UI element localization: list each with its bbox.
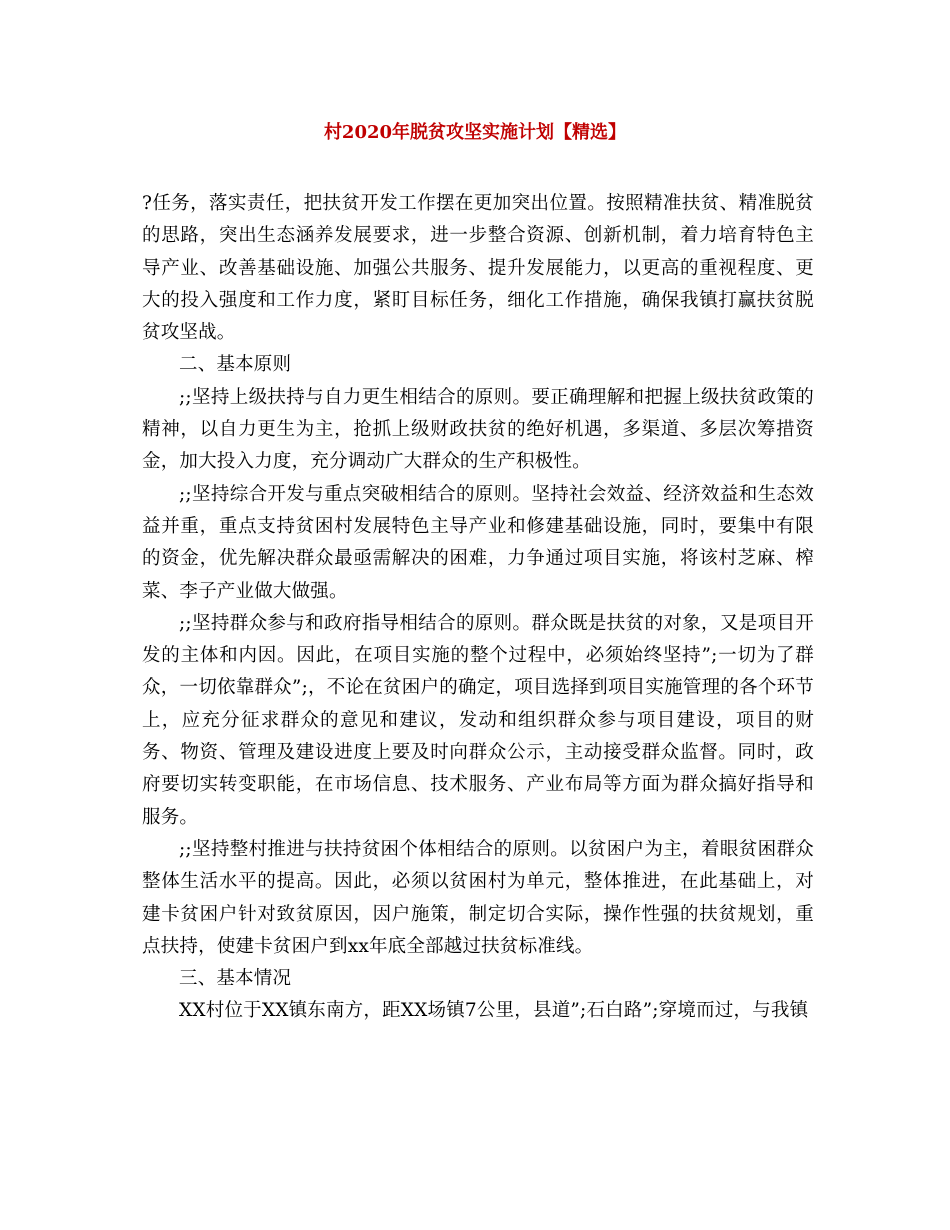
section-heading-basic-situation: 三、基本情况 [179, 968, 292, 990]
document-title: 村2020年脱贫攻坚实施计划【精选】 [323, 122, 627, 143]
section-heading-basic-principles: 二、基本原则 [179, 354, 292, 376]
paragraph-principle-whole-village: ;;坚持整村推进与扶持贫困个体相结合的原则。以贫困户为主，着眼贫困群众整体生活水平的提高。因此，必须以贫困村为单元，整体推进，在此基础上，对建卡贫困户针对致贫原因，因户施策，制定切合实际，操作性强的扶贫规划，重点扶持，使建卡贫困户到xx年底全部越过扶贫标准线。 [142, 838, 814, 957]
document-body [142, 188, 814, 1028]
paragraph-principle-public-participation: ;;坚持群众参与和政府指导相结合的原则。群众既是扶贫的对象，又是项目开发的主体和内因。因此，在项目实施的整个过程中，必须始终坚持”;一切为了群众，一切依靠群众”;，不论在贫困户的确定，项目选择到项目实施管理的各个环节上，应充分征求群众的意见和建议，发动和组织群众参与项目建设，项目的财务、物资、管理及建设进度上要及时向群众公示，主动接受群众监督。同时，政府要切实转变职能，在市场信息、技术服务、产业布局等方面为群众搞好指导和服务。 [142, 612, 814, 828]
paragraph-principle-self-reliance: ;;坚持上级扶持与自力更生相结合的原则。要正确理解和把握上级扶贫政策的精神，以自力更生为主，抢抓上级财政扶贫的绝好机遇，多渠道、多层次筹措资金，加大投入力度，充分调动广大群众的生产积极性。 [142, 386, 814, 473]
paragraph-intro: ?任务，落实责任，把扶贫开发工作摆在更加突出位置。按照精准扶贫、精准脱贫的思路，突出生态涵养发展要求，进一步整合资源、创新机制，着力培育特色主导产业、改善基础设施、加强公共服务、提升发展能力，以更高的重视程度、更大的投入强度和工作力度，紧盯目标任务，细化工作措施，确保我镇打赢扶贫脱贫攻坚战。 [142, 193, 814, 344]
paragraph-village-location: XX村位于XX镇东南方，距XX场镇7公里，县道”;石白路”;穿境而过，与我镇 [179, 1000, 809, 1022]
paragraph-principle-comprehensive-development: ;;坚持综合开发与重点突破相结合的原则。坚持社会效益、经济效益和生态效益并重，重点支持贫困村发展特色主导产业和修建基础设施，同时，要集中有限的资金，优先解决群众最亟需解决的困难，力争通过项目实施，将该村芝麻、榨菜、李子产业做大做强。 [142, 483, 814, 602]
